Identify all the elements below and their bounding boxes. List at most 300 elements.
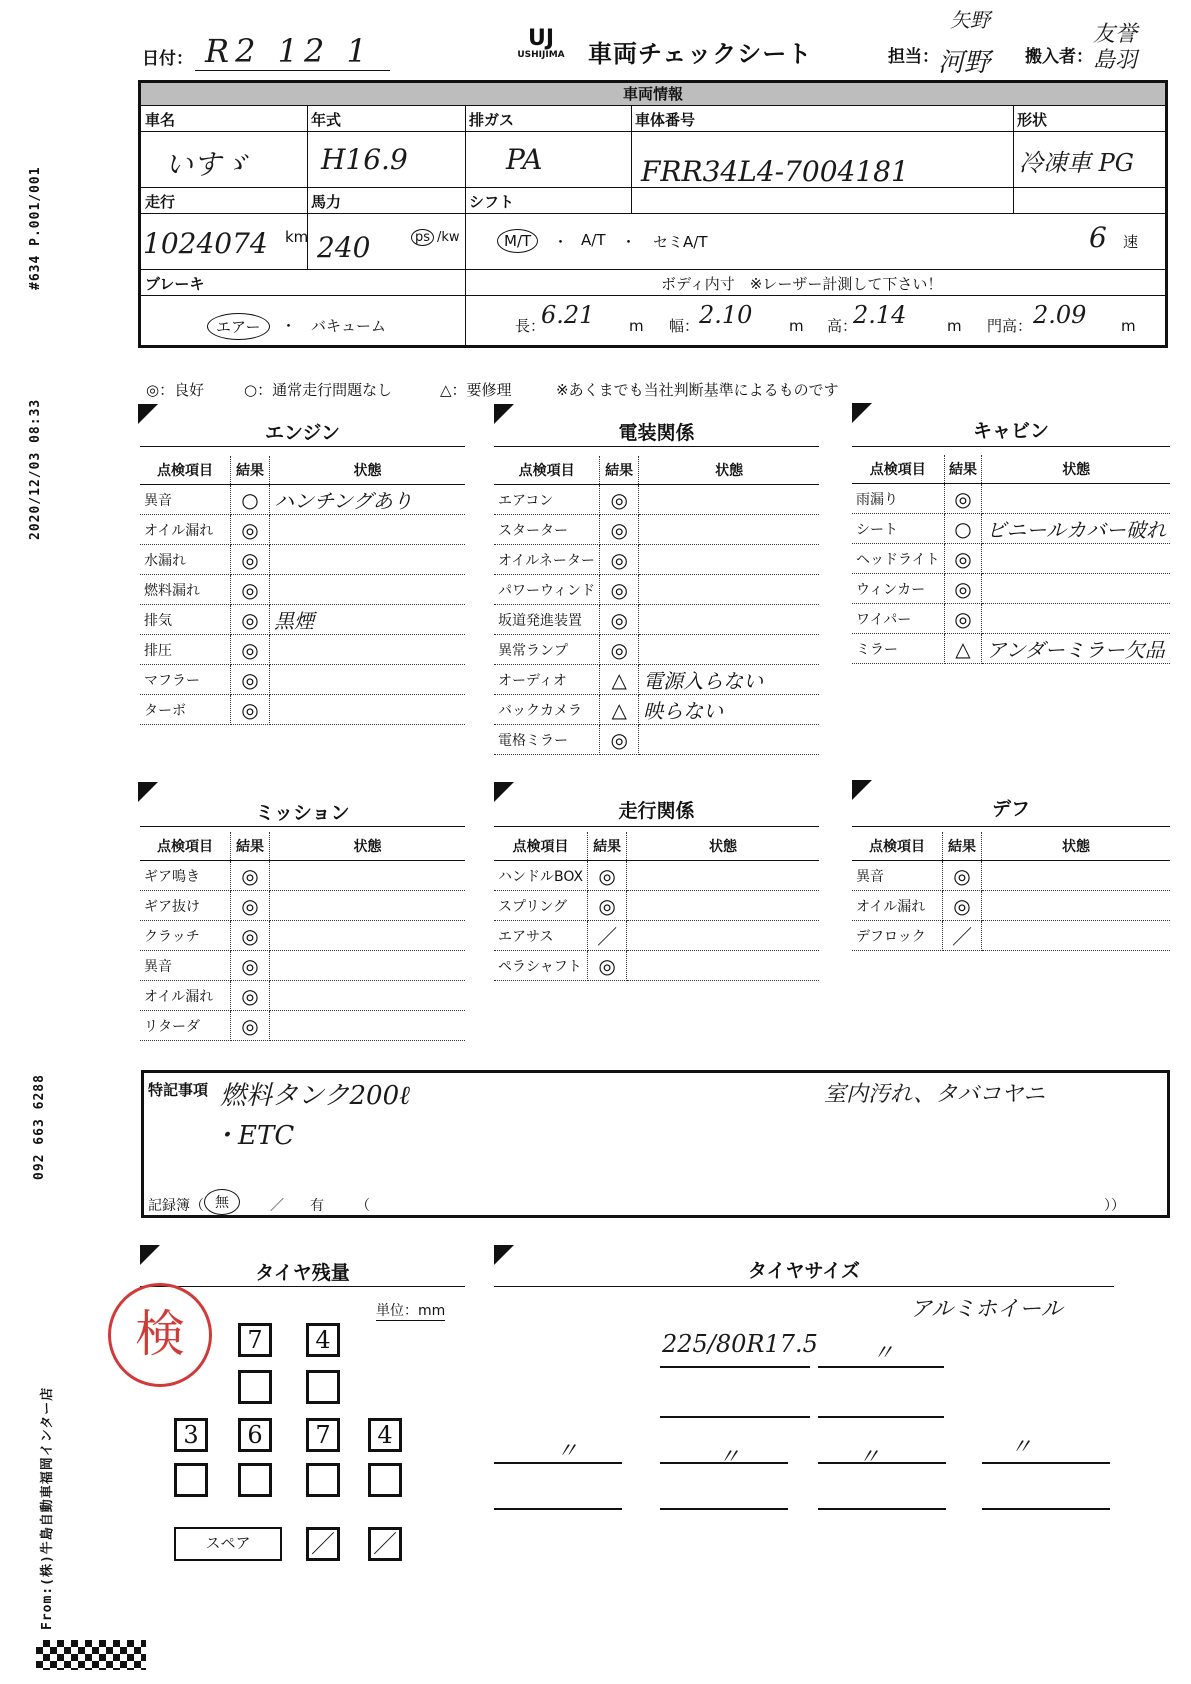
cabin-row [852,604,1170,634]
date-value: R2 12 1 [205,32,373,70]
mission-col-item: 点検項目 [140,832,231,861]
inspection-stamp: 検 [108,1283,212,1387]
mileage-unit: km [285,228,309,246]
engine-row [140,515,465,545]
carrier-value: 友誉 島羽 [1093,22,1138,73]
engine-state [270,575,466,605]
running-item: スプリング [494,891,588,921]
remarks-box [141,1070,1170,1218]
engine-item: オイル漏れ [140,515,231,545]
tire-depth-box: 3 [174,1418,208,1452]
len-value: 6.21 [541,301,595,329]
mission-col-state: 状態 [270,832,466,861]
chassis-value: FRR34L4-7004181 [641,155,909,188]
tire-remaining-title: タイヤ残量 [255,1262,350,1284]
cabin-state: ビニールカバー破れ [982,514,1170,544]
engine-state [270,635,466,665]
record-yes: 有 [310,1198,324,1214]
engine-result: ◎ [231,575,270,605]
cabin-result: ○ [944,514,982,544]
cabin-col-result: 結果 [944,455,982,484]
tire-mid-left-line [660,1416,810,1418]
running-row [494,861,819,891]
record-label: 記録簿（ [148,1198,204,1214]
name-label: 車名 [145,111,176,129]
tire-depth-box: 4 [368,1418,402,1452]
electrical-col-result: 結果 [600,456,639,485]
engine-result: ◎ [231,545,270,575]
running-title: 走行関係 [618,800,695,822]
engine-rule [140,446,465,447]
cabin-row [852,544,1170,574]
brake-label: ブレーキ [145,275,205,293]
running-row [494,921,819,951]
cabin-state [982,604,1170,634]
running-state [627,921,819,951]
electrical-result: ◎ [600,485,639,515]
mission-item: ギア抜け [140,891,231,921]
engine-item: 異音 [140,485,231,515]
cabin-row [852,484,1170,514]
cabin-col-state: 状態 [982,455,1170,484]
diff-item: 異音 [852,861,943,891]
mission-result: ◎ [231,1011,270,1041]
record-open: （ [356,1198,370,1214]
diff-title: デフ [991,798,1030,820]
diff-item: オイル漏れ [852,891,943,921]
tire-depth-box: 7 [306,1418,340,1452]
engine-row [140,575,465,605]
electrical-item: エアコン [494,485,600,515]
tire-rear-8-line [982,1508,1110,1510]
cabin-state: アンダーミラー欠品 [982,634,1170,664]
cabin-col-item: 点検項目 [852,455,944,484]
electrical-state [639,575,819,605]
electrical-rule [494,446,819,447]
engine-state [270,695,466,725]
engine-row [140,695,465,725]
cabin-item: シート [852,514,944,544]
tire-rear-4-line [982,1462,1110,1464]
engine-result: ◎ [231,665,270,695]
speeds-unit: 速 [1123,233,1139,251]
tire-rear-2-line [660,1462,788,1464]
cabin-item: 雨漏り [852,484,944,514]
engine-header-row [140,456,465,485]
cabin-title: キャビン [972,420,1049,442]
name-value: いすゞ [165,148,250,181]
cabin-result: △ [944,634,982,664]
engine-state [270,545,466,575]
running-col-item: 点検項目 [494,832,588,861]
tire-depth-box: 6 [238,1418,272,1452]
page-title: 車両チェックシート [588,40,813,68]
tire-rear-4: 〃 [1010,1435,1033,1460]
running-item: ペラシャフト [494,951,588,981]
diff-row [852,861,1170,891]
engine-col-result: 結果 [231,456,270,485]
diff-col-state: 状態 [982,832,1171,861]
mission-result: ◎ [231,921,270,951]
electrical-title: 電装関係 [618,422,695,444]
cabin-row [852,574,1170,604]
cabin-state [982,544,1170,574]
record-sep: ／ [270,1198,284,1214]
electrical-row [494,605,819,635]
legend-ok: ○：通常走行問題なし [244,381,393,399]
tire-remaining-rule [140,1286,465,1287]
fax-from: From:(株)牛島自動車福岡インター店 [40,1386,55,1630]
engine-state [270,515,466,545]
mission-row [140,891,465,921]
power-value: 240 [317,231,371,264]
legend-good: ◎：良好 [146,381,205,399]
running-state [627,951,819,981]
electrical-row [494,725,819,755]
mission-row [140,951,465,981]
diff-table [852,832,1170,951]
brake-sep: ・ [281,317,297,335]
electrical-row [494,485,819,515]
diff-result: ◎ [943,891,982,921]
cabin-result: ◎ [944,604,982,634]
tire-front-left: 225/80R17.5 [662,1330,818,1358]
fax-checker-mark [36,1640,146,1670]
fax-phone: 092 663 6288 [32,1074,47,1180]
vehicle-info-table [138,80,1168,348]
record-none: 無 [204,1189,240,1215]
shift-sep-2: ・ [621,233,637,251]
tire-size-title: タイヤサイズ [747,1260,861,1282]
engine-title: エンジン [264,422,341,444]
shift-label: シフト [469,193,515,211]
diff-state [982,861,1171,891]
running-row [494,951,819,981]
legend-repair: △：要修理 [440,381,512,399]
mission-result: ◎ [231,951,270,981]
engine-result: ◎ [231,515,270,545]
electrical-item: 電格ミラー [494,725,600,755]
exhaust-value: PA [506,143,543,176]
len-label: 長： [515,317,546,335]
tire-rear-3: 〃 [858,1445,881,1470]
brake-vacuum: バキューム [311,317,387,335]
len-unit: m [629,317,644,335]
running-item: ハンドルBOX [494,861,588,891]
spare-value-2: ／ [368,1527,402,1561]
engine-col-state: 状態 [270,456,466,485]
electrical-header-row [494,456,819,485]
height-value: 2.14 [853,301,907,329]
chassis-label: 車体番号 [635,111,696,129]
engine-result: ◎ [231,605,270,635]
mission-state [270,861,466,891]
mission-state [270,1011,466,1041]
electrical-item: スターター [494,515,600,545]
electrical-row [494,665,819,695]
mission-item: 異音 [140,951,231,981]
engine-row [140,605,465,635]
shift-at: A/T [581,231,606,249]
electrical-state [639,605,819,635]
cabin-row [852,634,1170,664]
electrical-col-state: 状態 [639,456,819,485]
gate-unit: m [1121,317,1136,335]
remarks-line2: ・ETC [212,1121,295,1151]
electrical-col-item: 点検項目 [494,456,600,485]
year-label: 年式 [311,111,342,129]
cabin-state [982,484,1170,514]
staff-label: 担当： [888,47,939,67]
tire-depth-box: 7 [238,1323,272,1357]
spare-value-1: ／ [306,1527,340,1561]
mileage-label: 走行 [145,193,176,211]
running-col-state: 状態 [627,832,819,861]
electrical-item: 異常ランプ [494,635,600,665]
cabin-state [982,574,1170,604]
tire-rear-3-line [818,1462,946,1464]
remarks-label: 特記事項 [148,1081,209,1099]
running-state [627,891,819,921]
mission-rule [140,826,465,827]
electrical-state: 電源入らない [639,665,819,695]
cabin-item: ミラー [852,634,944,664]
mission-row [140,1011,465,1041]
diff-result: ／ [943,921,982,951]
gate-label: 門高： [987,317,1033,335]
mission-item: ギア鳴き [140,861,231,891]
mission-result: ◎ [231,861,270,891]
tire-depth-box [238,1370,272,1404]
diff-row [852,921,1170,951]
cabin-item: ワイパー [852,604,944,634]
running-header-row [494,832,819,861]
tire-rear-1-line [494,1462,622,1464]
tire-rear-1: 〃 [556,1439,579,1464]
tire-mid-right-line [818,1416,944,1418]
record-close: ）） [1104,1198,1125,1214]
staff-value: 河野 [938,48,991,78]
fax-datetime: 2020/12/03 08:33 [28,398,43,540]
cabin-item: ウィンカー [852,574,944,604]
electrical-result: ◎ [600,545,639,575]
electrical-item: オイルネーター [494,545,600,575]
mission-row [140,921,465,951]
electrical-state [639,515,819,545]
mission-state [270,951,466,981]
remarks-line1: 燃料タンク200ℓ [220,1081,410,1111]
mission-col-result: 結果 [231,832,270,861]
shape-label: 形状 [1017,111,1048,129]
tire-front-right-line [818,1366,944,1368]
engine-row [140,635,465,665]
tire-rear-2: 〃 [718,1445,741,1470]
mission-table [140,832,465,1041]
brake-air: エアー [207,313,270,340]
date-label: 日付： [142,49,193,69]
spare-label: スペア [205,1534,251,1552]
cabin-result: ◎ [944,544,982,574]
fax-id: #634 P.001/001 [28,166,43,290]
diff-row [852,891,1170,921]
electrical-row [494,575,819,605]
tire-rear-7-line [818,1508,946,1510]
electrical-state [639,725,819,755]
electrical-row [494,515,819,545]
mission-state [270,981,466,1011]
tire-front-left-line [660,1366,810,1368]
running-item: エアサス [494,921,588,951]
logo-text: USHIJIMA [517,50,565,60]
engine-item: マフラー [140,665,231,695]
mission-state [270,891,466,921]
width-label: 幅： [669,317,700,335]
engine-table [140,456,465,725]
staff-note: 矢野 [950,8,990,32]
tire-depth-box [174,1463,208,1497]
engine-item: 排圧 [140,635,231,665]
running-row [494,891,819,921]
spare-box [174,1527,282,1561]
tire-depth-box [368,1463,402,1497]
tire-depth-box [306,1370,340,1404]
cabin-row [852,514,1170,544]
diff-rule [852,826,1170,827]
diff-col-item: 点検項目 [852,832,943,861]
electrical-result: △ [600,665,639,695]
tire-rear-5-line [494,1508,622,1510]
gate-value: 2.09 [1033,301,1087,329]
engine-item: ターボ [140,695,231,725]
engine-result: ◎ [231,695,270,725]
speeds-value: 6 [1089,221,1107,254]
power-unit-kw: /kw [437,230,460,245]
engine-state: 黒煙 [270,605,466,635]
running-result: ◎ [588,861,627,891]
running-result: ◎ [588,891,627,921]
diff-state [982,921,1171,951]
width-value: 2.10 [699,301,753,329]
tire-depth-box [306,1463,340,1497]
electrical-item: オーディオ [494,665,600,695]
electrical-result: ◎ [600,725,639,755]
shift-semi: セミA/T [653,233,708,251]
carrier-label: 搬入者： [1025,47,1093,67]
tire-depth-box: 4 [306,1323,340,1357]
engine-item: 燃料漏れ [140,575,231,605]
tire-front-right: 〃 [872,1341,895,1366]
running-col-result: 結果 [588,832,627,861]
electrical-item: パワーウィンド [494,575,600,605]
diff-state [982,891,1171,921]
tire-depth-box [238,1463,272,1497]
cabin-result: ◎ [944,574,982,604]
electrical-state: 映らない [639,695,819,725]
body-dim-label: ボディ内寸 ※レーザー計測して下さい！ [661,275,943,293]
electrical-item: バックカメラ [494,695,600,725]
shift-sep-1: ・ [553,233,569,251]
mission-item: クラッチ [140,921,231,951]
cabin-header-row [852,455,1170,484]
exhaust-label: 排ガス [469,111,515,129]
electrical-table [494,456,819,755]
date-underline [195,70,390,71]
running-rule [494,826,819,827]
electrical-item: 坂道発進装置 [494,605,600,635]
power-unit-ps: ps [411,229,434,246]
tire-size-rule [494,1286,1114,1287]
vehicle-info-band: 車両情報 [141,83,1165,106]
height-unit: m [947,317,962,335]
power-label: 馬力 [311,193,342,211]
mission-row [140,981,465,1011]
shift-mt: M/T [497,229,538,253]
width-unit: m [789,317,804,335]
cabin-rule [852,446,1170,447]
year-value: H16.9 [321,143,408,176]
mileage-value: 1024074 [143,227,268,260]
electrical-row [494,545,819,575]
mission-result: ◎ [231,981,270,1011]
shape-value: 冷凍車 PG [1019,149,1134,177]
running-result: ◎ [588,951,627,981]
engine-row [140,545,465,575]
electrical-state [639,635,819,665]
engine-result: ○ [231,485,270,515]
engine-row [140,665,465,695]
engine-result: ◎ [231,635,270,665]
electrical-row [494,635,819,665]
mission-header-row [140,832,465,861]
legend-note: ※あくまでも当社判断基準によるものです [556,381,839,399]
cabin-item: ヘッドライト [852,544,944,574]
diff-item: デフロック [852,921,943,951]
electrical-row [494,695,819,725]
electrical-state [639,545,819,575]
engine-item: 水漏れ [140,545,231,575]
electrical-result: ◎ [600,635,639,665]
running-result: ／ [588,921,627,951]
diff-col-result: 結果 [943,832,982,861]
electrical-result: ◎ [600,515,639,545]
mission-item: リターダ [140,1011,231,1041]
cabin-table [852,455,1170,664]
cabin-result: ◎ [944,484,982,514]
logo-mark: UJ [527,26,555,51]
mission-title: ミッション [255,802,350,824]
mission-result: ◎ [231,891,270,921]
mission-row [140,861,465,891]
logo [508,28,574,60]
engine-col-item: 点検項目 [140,456,231,485]
engine-state [270,665,466,695]
diff-result: ◎ [943,861,982,891]
tire-rear-6-line [660,1508,788,1510]
electrical-state [639,485,819,515]
diff-header-row [852,832,1170,861]
running-table [494,832,819,981]
electrical-result: ◎ [600,575,639,605]
engine-state: ハンチングあり [270,485,466,515]
mission-state [270,921,466,951]
running-state [627,861,819,891]
mission-item: オイル漏れ [140,981,231,1011]
remarks-right: 室内汚れ、タバコヤニ [824,1082,1046,1107]
engine-item: 排気 [140,605,231,635]
electrical-result: ◎ [600,605,639,635]
height-label: 高： [827,317,858,335]
tire-unit: 単位：mm [376,1300,445,1321]
